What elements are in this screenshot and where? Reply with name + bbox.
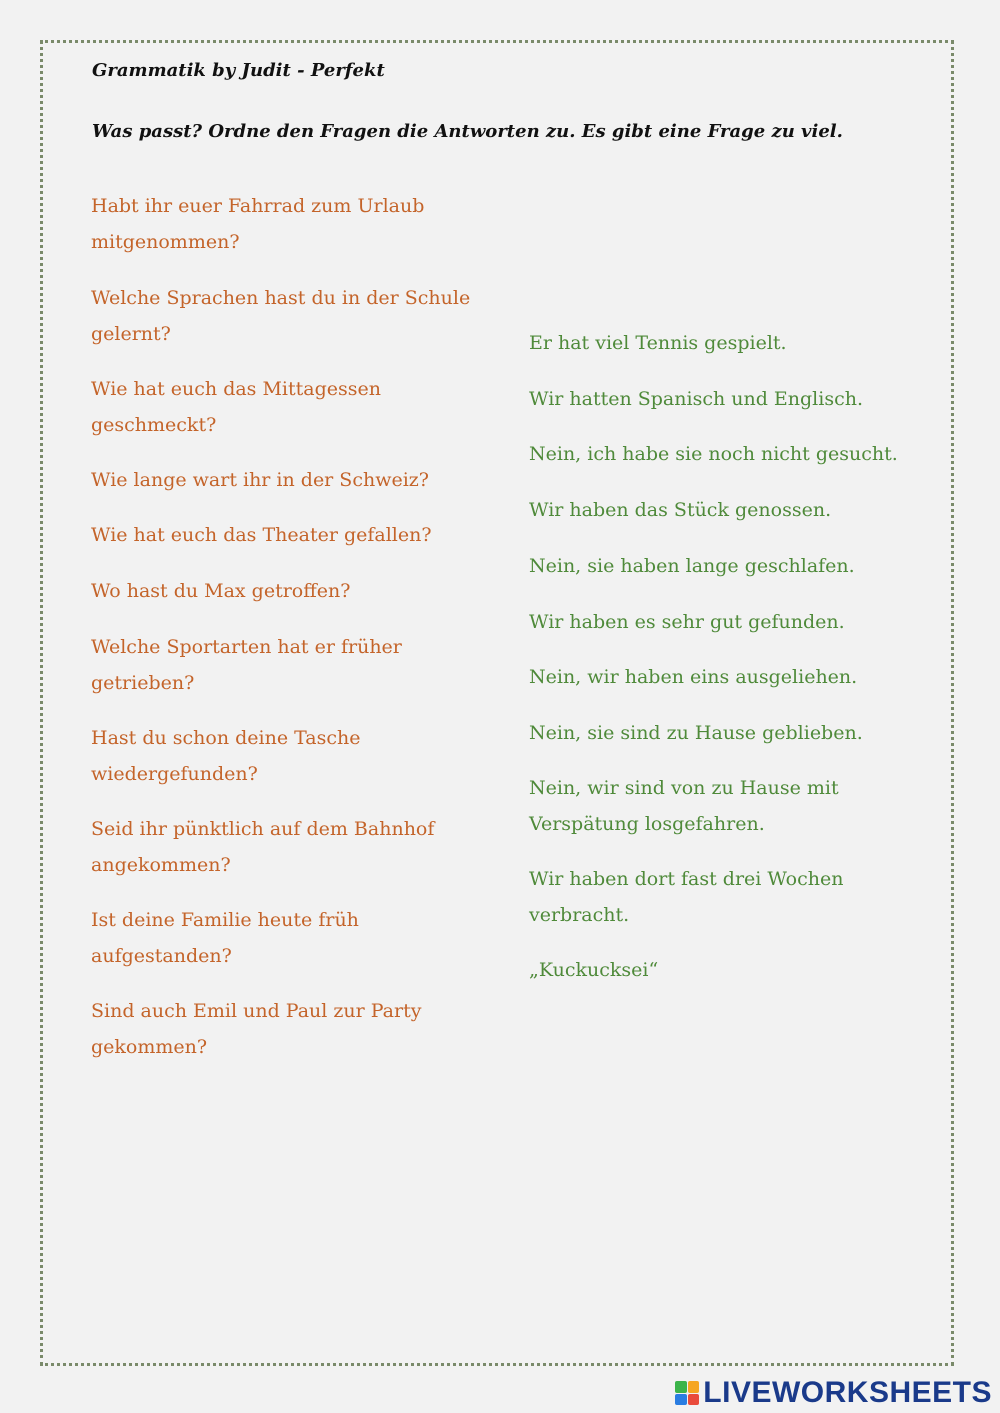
question-item[interactable]: Welche Sprachen hast du in der Schule gelernt?	[91, 287, 471, 345]
liveworksheets-logo	[675, 1376, 992, 1410]
question-item[interactable]: Sind auch Emil und Paul zur Party gekommen?	[91, 1000, 422, 1058]
liveworksheets-logo-icon	[675, 1381, 699, 1405]
question-item[interactable]: Wie hat euch das Mittagessen geschmeckt?	[91, 378, 381, 436]
answer-item[interactable]: Nein, wir sind von zu Hause mit Verspätung losgefahren.	[529, 777, 839, 835]
answer-item[interactable]: Nein, sie sind zu Hause geblieben.	[529, 722, 863, 744]
question-item[interactable]: Habt ihr euer Fahrrad zum Urlaub mitgenommen?	[91, 195, 425, 253]
answer-item[interactable]: Wir hatten Spanisch und Englisch.	[529, 388, 864, 410]
answer-item[interactable]: Nein, wir haben eins ausgeliehen.	[529, 666, 858, 688]
question-item[interactable]: Wie lange wart ihr in der Schweiz?	[91, 469, 429, 491]
worksheet-title: Grammatik by Judit - Perfekt	[92, 60, 385, 81]
question-item[interactable]: Seid ihr pünktlich auf dem Bahnhof angekommen?	[91, 818, 435, 876]
answer-item[interactable]: Nein, ich habe sie noch nicht gesucht.	[529, 443, 898, 465]
answer-item[interactable]: Er hat viel Tennis gespielt.	[529, 332, 787, 354]
question-item[interactable]: Welche Sportarten hat er früher getrieben?	[91, 636, 402, 694]
logo-wordmark: LIVEWORKSHEETS	[703, 1376, 992, 1409]
answer-item[interactable]: Wir haben es sehr gut gefunden.	[529, 611, 845, 633]
answer-item[interactable]: „Kuckucksei“	[529, 959, 659, 981]
question-item[interactable]: Wie hat euch das Theater gefallen?	[91, 524, 432, 546]
question-item[interactable]: Hast du schon deine Tasche wiedergefunden?	[91, 727, 361, 785]
worksheet-instruction: Was passt? Ordne den Fragen die Antworten zu. Es gibt eine Frage zu viel.	[92, 121, 843, 142]
question-item[interactable]: Wo hast du Max getroffen?	[91, 580, 351, 602]
answer-item[interactable]: Wir haben das Stück genossen.	[529, 499, 832, 521]
answer-item[interactable]: Wir haben dort fast drei Wochen verbracht.	[529, 868, 844, 926]
answer-item[interactable]: Nein, sie haben lange geschlafen.	[529, 555, 855, 577]
question-item[interactable]: Ist deine Familie heute früh aufgestanden?	[91, 909, 359, 967]
